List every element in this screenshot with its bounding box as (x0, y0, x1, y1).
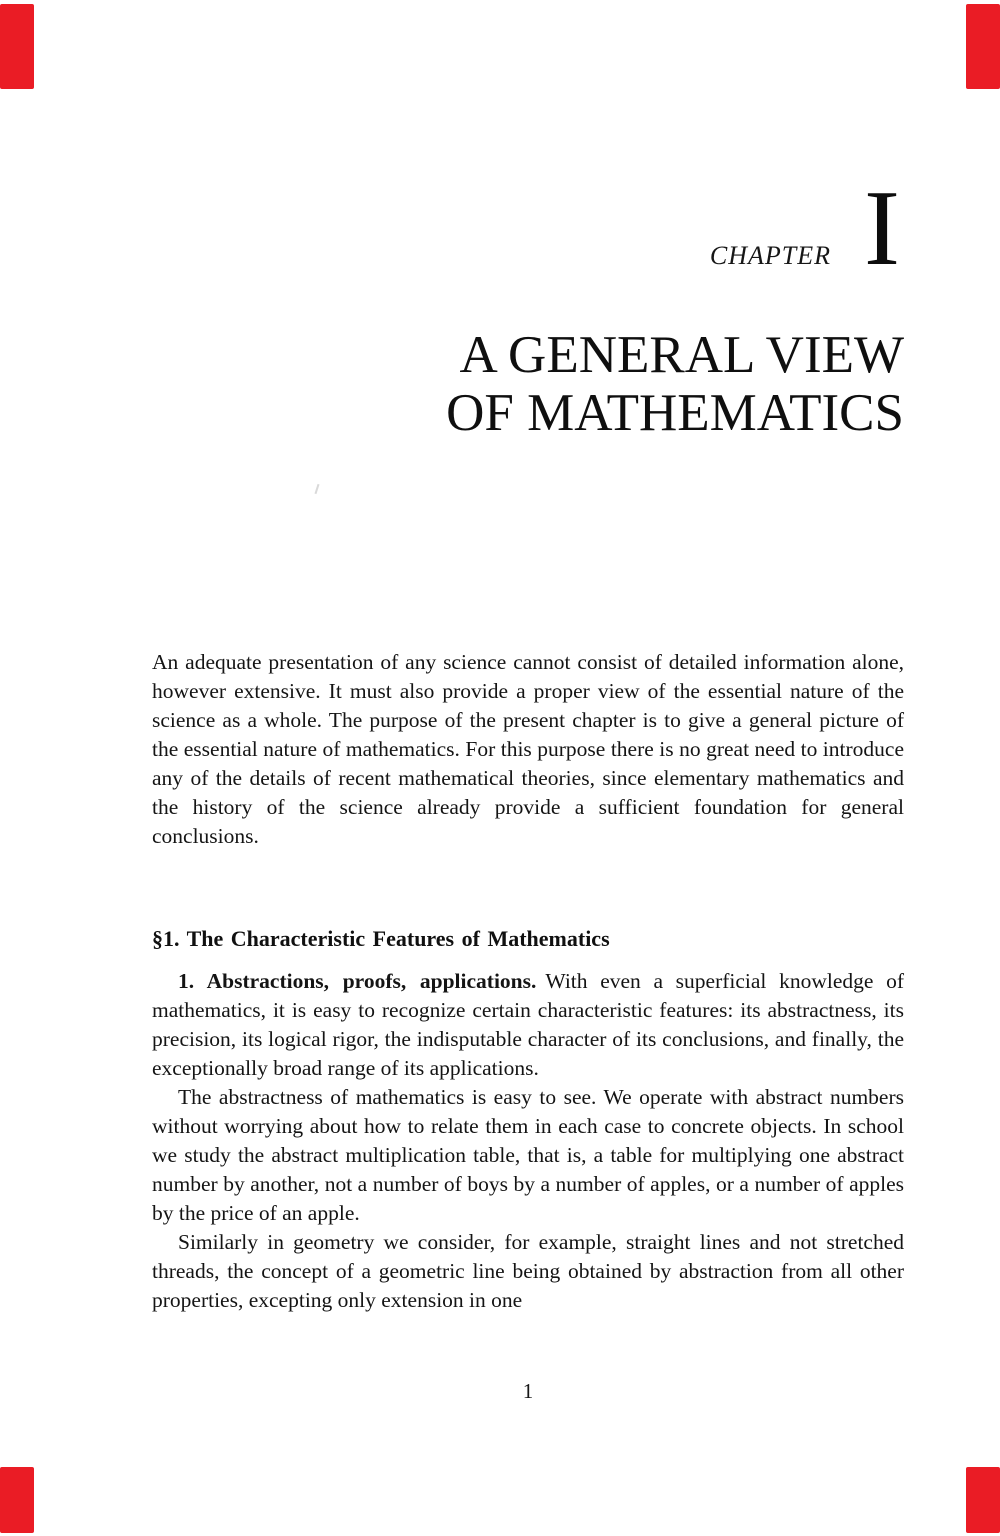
chapter-title-line-2: OF MATHEMATICS (446, 384, 904, 442)
chapter-numeral: I (864, 169, 900, 288)
chapter-heading (710, 167, 900, 291)
paragraph-abstractions-lead: 1. Abstractions, proofs, applications. (178, 969, 537, 993)
red-edge-marker-top-left (0, 4, 34, 89)
red-edge-marker-bottom-left (0, 1467, 34, 1533)
section-heading: §1. The Characteristic Features of Mathematics (152, 926, 610, 951)
red-edge-marker-bottom-right (966, 1467, 1000, 1533)
paragraph-abstractness: The abstractness of mathematics is easy to see. We operate with abstract numbers without worrying about how to relate them in each case to concrete objects. In school we study the abstract multiplication table, that is, a table for multiplying one abstract number by another, not a number of boys by a number of apples, or a number of apples by the price of an apple. (152, 1085, 904, 1225)
chapter-label: CHAPTER (709, 241, 832, 270)
paragraph-abstractions-text: With even a superficial knowledge of mathematics, it is easy to recognize certain characteristic features: its abstractness, its precision, its logical rigor, the indisputable character of its conclusions, and finally, the exceptionally broad range of its applications. (152, 969, 904, 1080)
paragraph-abstractions (152, 967, 904, 1083)
body-text-block (152, 967, 904, 1315)
intro-paragraph-block (152, 648, 904, 851)
page-number: 1 (522, 1379, 534, 1403)
intro-paragraph: An adequate presentation of any science cannot consist of detailed information alone, however extensive. It must also provide a proper view of the essential nature of the science as a whole. The purpose of the present chapter is to give a general picture of the essential nature of mathematics. For this purpose there is no great need to introduce any of the details of recent mathematical theories, since elementary mathematics and the history of the science already provide a sufficient foundation for general conclusions. (152, 650, 904, 848)
red-edge-marker-top-right (966, 4, 1000, 89)
chapter-title (446, 326, 904, 442)
scan-speck (315, 484, 320, 494)
chapter-title-line-1: A GENERAL VIEW (459, 326, 904, 384)
paragraph-geometry: Similarly in geometry we consider, for example, straight lines and not stretched threads, the concept of a geometric line being obtained by abstraction from all other properties, excepting only extension in one (152, 1230, 904, 1312)
